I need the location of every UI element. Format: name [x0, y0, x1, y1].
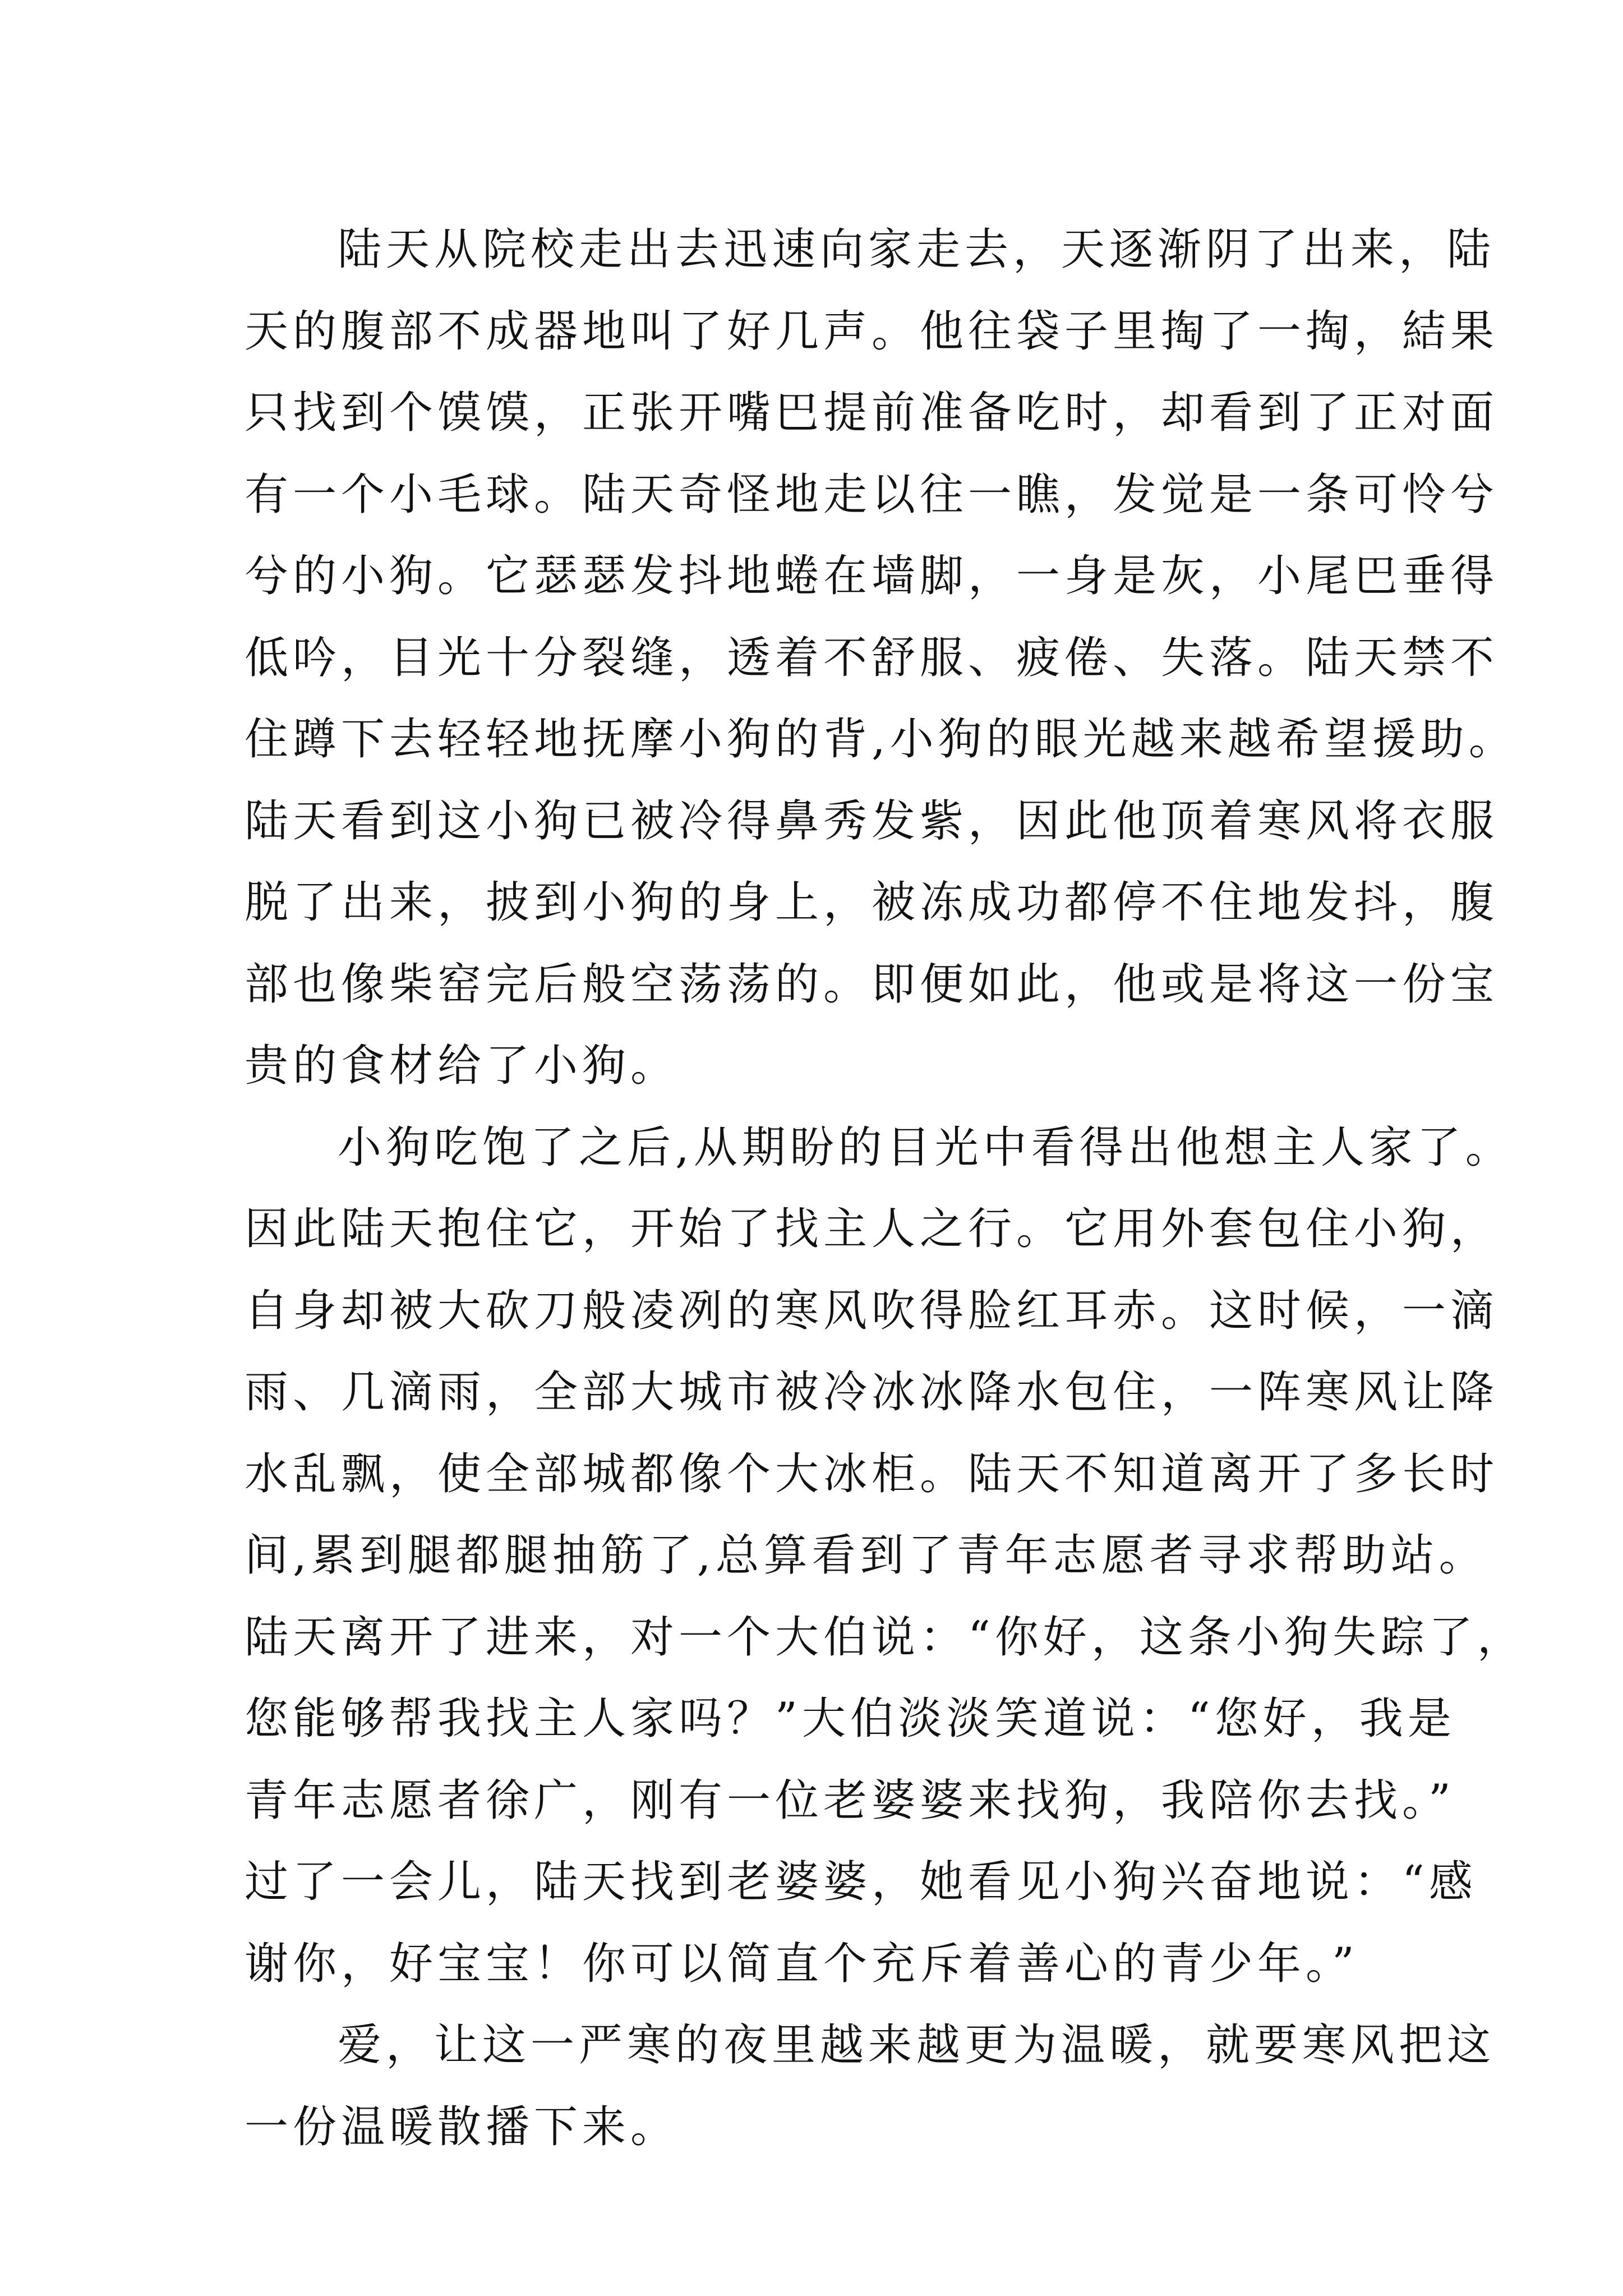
paragraph-1: [245, 209, 1517, 1107]
text-line: 青年志愿者徐广，刚有一位老婆婆来找狗，我陪你去找。”: [245, 1775, 1455, 1826]
text-line: 只找到个馍馍，正张开嘴巴提前准备吃时，却看到了正对面: [245, 388, 1499, 438]
text-line: 陆天从院校走出去迅速向家走去，天逐渐阴了出来，陆: [338, 224, 1496, 275]
text-line: 陆天看到这小狗已被冷得鼻秀发紫，因此他顶着寒风将衣服: [245, 795, 1499, 846]
paragraph-2: [245, 1107, 1525, 2005]
text-line: 一份温暖散播下来。: [245, 2101, 679, 2152]
text-line: 水乱飘，使全部城都像个大冰柜。陆天不知道离开了多长时: [245, 1448, 1499, 1499]
paragraph-3: [245, 2005, 1496, 2168]
text-line: 小狗吃饱了之后,从期盼的目光中看得出他想主人家了。: [338, 1122, 1514, 1173]
document-body: [245, 209, 1525, 2168]
text-line: 兮的小狗。它瑟瑟发抖地蜷在墙脚，一身是灰，小尾巴垂得: [245, 551, 1499, 601]
text-line: 部也像柴窑完后般空荡荡的。即便如此，他或是将这一份宝: [245, 959, 1499, 1010]
text-line: 过了一会儿，陆天找到老婆婆，她看见小狗兴奋地说：“感: [245, 1857, 1477, 1907]
text-line: 间,累到腿都腿抽筋了,总算看到了青年志愿者寻求帮助站。: [245, 1530, 1487, 1581]
text-line: 雨、几滴雨，全部大城市被冷冰冰降水包住，一阵寒风让降: [245, 1367, 1499, 1418]
text-line: 自身却被大砍刀般凌冽的寒风吹得脸红耳赤。这时候，一滴: [245, 1285, 1499, 1336]
text-line: 脱了出来，披到小狗的身上，被冻成功都停不住地发抖，腹: [245, 877, 1499, 928]
text-line: 贵的食材给了小狗。: [245, 1041, 679, 1091]
text-line: 您能够帮我找主人家吗？”大伯淡淡笑道说：“您好，我是: [245, 1694, 1456, 1744]
text-line: 因此陆天抱住它，开始了找主人之行。它用外套包住小狗，: [245, 1204, 1499, 1254]
text-line: 住蹲下去轻轻地抚摩小狗的背,小狗的眼光越来越希望援助。: [245, 714, 1517, 765]
text-line: 陆天离开了进来，对一个大伯说：“你好，这条小狗失踪了，: [245, 1612, 1525, 1663]
text-line: 天的腹部不成器地叫了好几声。他往袋子里掏了一掏，結果: [245, 306, 1499, 357]
text-line: 有一个小毛球。陆天奇怪地走以往一瞧，发觉是一条可怜兮: [245, 469, 1499, 520]
text-line: 低吟，目光十分裂缝，透着不舒服、疲倦、失落。陆天禁不: [245, 632, 1499, 683]
text-line: 谢你，好宝宝！你可以简直个充斥着善心的青少年。”: [245, 1938, 1359, 1989]
text-line: 爱，让这一严寒的夜里越来越更为温暖，就要寒风把这: [338, 2020, 1496, 2070]
